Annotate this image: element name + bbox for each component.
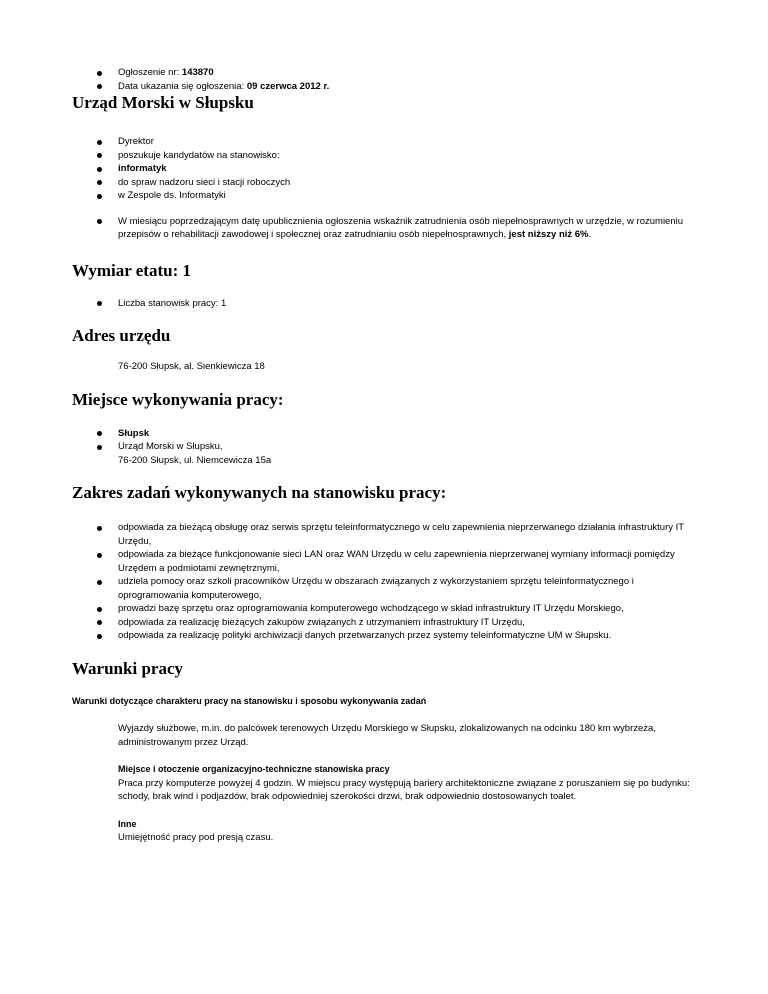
disability-info-list xyxy=(72,215,698,242)
list-item: odpowiada za bieżące funkcjonowanie sieci LAN oraz WAN Urzędu w celu zapewnienia nieprzerwanej wymiany informacji pomiędzy Urzędem a podmiotami zewnętrznymi, xyxy=(118,548,698,575)
etat-title: Wymiar etatu: 1 xyxy=(72,260,191,280)
environment-title: Miejsce i otoczenie organizacyjno-techniczne stanowiska pracy xyxy=(118,764,390,774)
address-title: Adres urzędu xyxy=(72,326,171,345)
announcement-number xyxy=(118,66,698,80)
list-item: Liczba stanowisk pracy: 1 xyxy=(118,297,698,311)
conditions-details xyxy=(72,722,698,845)
list-item xyxy=(118,440,698,467)
position-name: informatyk xyxy=(118,163,167,174)
conditions-title: Warunki pracy xyxy=(72,658,183,678)
list-item: prowadzi bazę sprzętu oraz oprogramowania komputerowego wchodzącego w skład infrastruktury IT Urzędu Morskiego, xyxy=(118,602,698,616)
list-item: odpowiada za realizację bieżących zakupów związanych z utrzymaniem infrastruktury IT Urzędu, xyxy=(118,616,698,630)
announcement-date xyxy=(118,80,698,94)
conditions-subtitle: Warunki dotyczące charakteru pracy na stanowisku i sposobu wykonywania zadań xyxy=(72,695,427,706)
office-info-list xyxy=(72,135,698,203)
workplace-city: Słupsk xyxy=(118,427,150,439)
announcement-number-value: 143870 xyxy=(181,67,214,78)
environment-text: Praca przy komputerze powyżej 4 godzin. W miejscu pracy występują bariery architektoniczne związane z poruszaniem się po budynku: schody, brak wind i podjazdów, brak odpowiedniej szerokości drzwi, brak odpowiednio dostosowanych toalet. xyxy=(118,777,690,802)
announcement-date-label: Data ukazania się ogłoszenia: xyxy=(118,80,247,92)
announcement-number-label: Ogłoszenie nr: xyxy=(118,67,182,78)
announcement-info-list xyxy=(72,66,698,93)
list-item: Dyrektor xyxy=(118,135,698,149)
announcement-date-value: 09 czerwca 2012 r. xyxy=(246,80,330,92)
list-item xyxy=(118,162,698,176)
list-item: w Zespole ds. Informatyki xyxy=(118,189,698,203)
list-item xyxy=(118,427,698,441)
list-item: udziela pomocy oraz szkoli pracowników Urzędu w obszarach związanych z wykorzystaniem sprzętu teleinformatycznego i oprogramowania komputerowego, xyxy=(118,575,698,602)
other-text: Umiejętność pracy pod presją czasu. xyxy=(118,832,274,843)
list-item: poszukuje kandydatów na stanowisko: xyxy=(118,149,698,163)
disability-text: W miesiącu poprzedzającym datę upublicznienia ogłoszenia wskaźnik zatrudnienia osób niepełnosprawnych w urzędzie, w rozumieniu przepisów o rehabilitacji zawodowej i społecznej oraz zatrudnianiu osób niepełnosprawnych, xyxy=(118,215,684,240)
other-title: Inne xyxy=(118,818,137,829)
list-item: odpowiada za bieżącą obsługę oraz serwis sprzętu teleinformatycznego w celu zapewnienia nieprzerwanego działania infrastruktury IT Urzędu, xyxy=(118,521,698,548)
disability-ratio-item xyxy=(118,215,698,242)
disability-ratio: jest niższy niż 6% xyxy=(508,229,589,240)
office-title: Urząd Morski w Słupsku xyxy=(72,93,254,112)
disability-end: . xyxy=(588,229,592,240)
tasks-title: Zakres zadań wykonywanych na stanowisku pracy: xyxy=(72,483,447,502)
list-item: do spraw nadzoru sieci i stacji roboczych xyxy=(118,176,698,190)
workplace-line1: Urząd Morski w Słupsku, xyxy=(118,441,223,452)
etat-list xyxy=(72,297,698,311)
address-text: 76-200 Słupsk, al. Sienkiewicza 18 xyxy=(118,361,265,372)
tasks-list xyxy=(72,521,698,643)
workplace-line2: 76-200 Słupsk, ul. Niemcewicza 15a xyxy=(118,454,272,466)
travel-text: Wyjazdy służbowe, m.in. do palcówek terenowych Urzędu Morskiego w Słupsku, zlokalizowanych na odcinku 180 km wybrzeża, administrowanym przez Urząd. xyxy=(118,723,656,748)
list-item: odpowiada za realizację polityki archiwizacji danych przetwarzanych przez systemy teleinformatyczne UM w Słupsku. xyxy=(118,629,698,643)
workplace-title: Miejsce wykonywania pracy: xyxy=(72,389,284,409)
workplace-list xyxy=(72,427,698,468)
